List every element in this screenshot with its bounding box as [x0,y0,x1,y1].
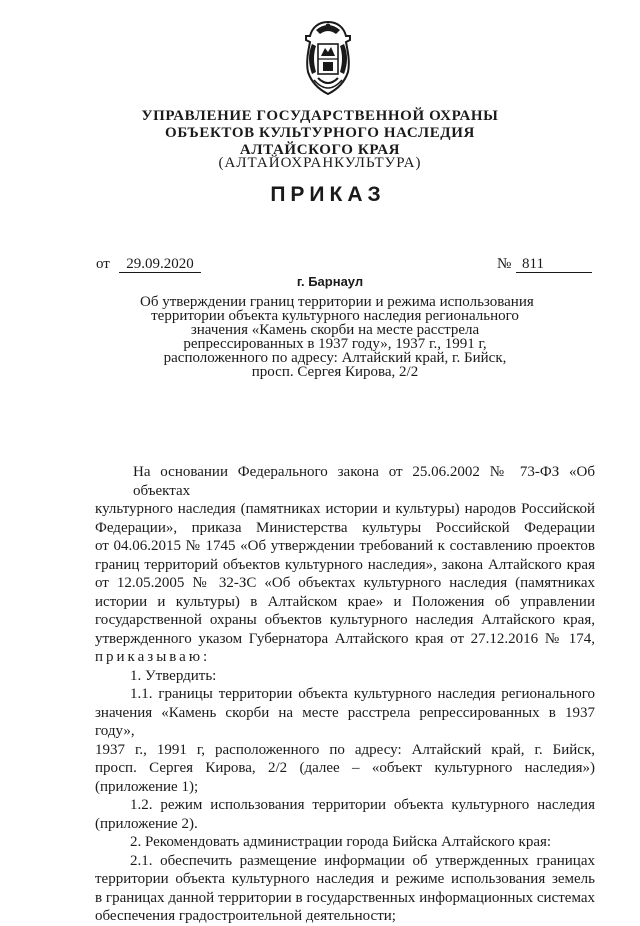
body-line: 1937 г., 1991 г, расположенного по адресу: Алтайский край, г. Бийск, [95,741,595,758]
body-line: культурного наследия (памятниках истории и культуры) народов Российской [95,501,595,517]
body-line: (приложение 1); [95,778,199,795]
subject-line: репрессированных в 1937 году», 1937 г., 1991 г, [183,336,487,352]
document-city: г. Барнаул [296,274,364,289]
body-line: Федерации», приказа Министерства культуры Российской Федерации [95,519,595,536]
subject-line: значения «Камень скорби на месте расстрела [190,322,480,338]
document-number: 811 [516,256,592,273]
subject-line: просп. Сергея Кирова, 2/2 [251,364,419,380]
document-body [95,463,595,926]
org-name-line-3: АЛТАЙСКОГО КРАЯ [239,142,401,158]
body-line: 1.1. границы территории объекта культурного наследия регионального [130,686,595,702]
body-line: границ территорий объектов культурного наследия», закона Алтайского края [95,556,595,573]
org-abbreviation: (АЛТАЙОХРАНКУЛЬТУРА) [218,155,422,171]
body-line: утвержденного указом Губернатора Алтайского края от 27.12.2016 № 174, [95,630,595,647]
body-line: 1.2. режим использования территории объекта культурного наследия [130,797,595,813]
body-line: обеспечения градостроительной деятельности; [95,908,396,924]
body-line: в границах данной территории в государственных информационных системах [95,889,595,906]
body-line: 1. Утвердить: [130,667,217,684]
number-label: № [497,256,512,272]
body-line: от 04.06.2015 № 1745 «Об утверждении требований к составлению проектов [95,538,595,554]
body-line: истории и культуры) в Алтайском крае» и Положения об управлении [95,593,595,610]
body-line: территории объекта культурного наследия и режиме использования земель [95,871,595,887]
body-line: значения «Камень скорби на месте расстрела репрессированных в 1937 году», [95,704,595,739]
document-title: ПРИКАЗ [270,183,386,206]
body-line: (приложение 2). [95,815,198,832]
coat-of-arms-emblem [296,18,360,96]
date-label: от [96,256,110,272]
subject-line: Об утверждении границ территории и режима использования [140,294,534,310]
document-date: 29.09.2020 [119,256,201,273]
org-name-line-1: УПРАВЛЕНИЕ ГОСУДАРСТВЕННОЙ ОХРАНЫ [141,108,499,124]
body-line: 2.1. обеспечить размещение информации об утвержденных границах [130,852,595,869]
body-line: На основании Федерального закона от 25.06.2002 № 73-ФЗ «Об объектах [133,464,595,499]
subject-line: территории объекта культурного наследия регионального [151,308,519,324]
document-subject [140,294,534,380]
body-line: от 12.05.2005 № 32-ЗС «Об объектах культурного наследия (памятниках [95,575,595,591]
body-line: 2. Рекомендовать администрации города Бийска Алтайского края: [130,834,552,850]
org-name-line-2: ОБЪЕКТОВ КУЛЬТУРНОГО НАСЛЕДИЯ [165,125,475,141]
subject-line: расположенного по адресу: Алтайский край, г. Бийск, [163,350,507,366]
body-line: просп. Сергея Кирова, 2/2 (далее – «объект культурного наследия») [95,760,595,776]
body-line: приказываю: [95,649,211,665]
body-line: государственной охраны объектов культурного наследия Алтайского края, [95,612,595,628]
